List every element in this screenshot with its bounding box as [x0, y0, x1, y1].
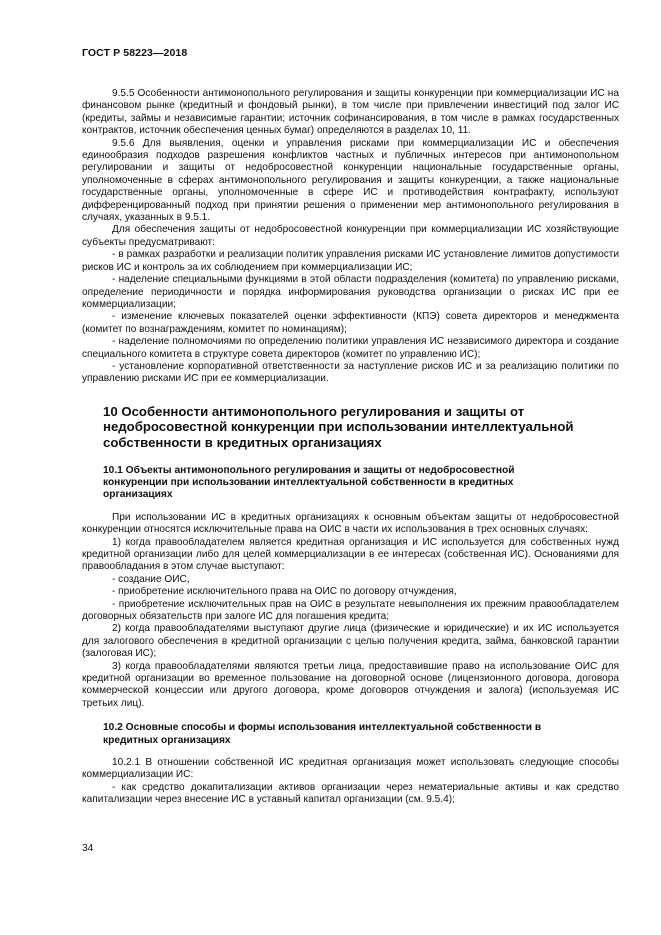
section-10-heading: 10 Особенности антимонопольного регулирования и защиты от недобросовестной конкуренции при использовании интеллектуальной собственности в кредитных организациях: [103, 403, 574, 450]
document-body: [82, 88, 619, 807]
paragraph: При использовании ИС в кредитных организациях к основным объектам защиты от недобросовестной конкуренции относятся исключительные права на ОИС в части их использования в трех основных случаях:: [82, 511, 619, 536]
list-item: - как средство докапитализации активов организации через нематериальные активы и как средство капитализации через внесение ИС в уставный капитал организации (см. 9.5.4);: [82, 781, 619, 806]
paragraph-9-5-6: 9.5.6 Для выявления, оценки и управления рисками при коммерциализации ИС и обеспечения единообразия подходов разрешения конфликтов частных и публичных интересов при антимонопольном регулировании и защиты от недобросовестной конкуренции национальные государственные органы, уполномоченные в сферах антимонопольного регулирования и защиты конкуренции, а также национальные государственные органы, уполномоченные в сфере ИС и противодействия контрафакту, используют дифференцированный подход при принятии решения о применении мер антимонопольного регулирования в случаях, указанных в 9.5.1.: [82, 137, 619, 224]
paragraph-9-5-5: 9.5.5 Особенности антимонопольного регулирования и защиты конкуренции при коммерциализации ИС на финансовом рынке (кредитный и фондовый рынки), в том числе при привлечении инвестиций под залог ИС (кредиты, займы и независимые гарантии; источник софинансирования, в том числе в рамках государственных контрактов, источник обеспечения ценных бумаг) определяются в разделах 10, 11.: [82, 88, 619, 137]
list-item: - наделение специальными функциями в этой области подразделения (комитета) по управлению рисками, определение периодичности и порядка информирования руководства организации о рисках ИС при ее коммерциализации;: [82, 274, 619, 310]
list-item: - создание ОИС,: [112, 573, 190, 585]
paragraph: 2) когда правообладателями выступают другие лица (физические и юридические) и их ИС используется для залогового обеспечения в кредитной организации с целью получения кредита, займа, банковской гарантии (залоговая ИС);: [82, 623, 619, 660]
paragraph-protection-intro: Для обеспечения защиты от недобросовестной конкуренции при коммерциализации ИС хозяйствующие субъекты предусматривают:: [82, 224, 619, 248]
section-10-1-heading: 10.1 Объекты антимонопольного регулирования и защиты от недобросовестной конкуренции при использовании интеллектуальной собственности в кредитных организациях: [103, 464, 515, 501]
list-item: - установление корпоративной ответственности за наступление рисков ИС и за реализацию политики по управлению рисками ИС при ее коммерциализации.: [82, 360, 619, 385]
page-number: 34: [82, 843, 94, 854]
paragraph: 1) когда правообладателем является кредитная организация и ИС используется для собственных нужд кредитной организации либо для целей коммерциализации в ее интересах (собственная ИС). Основаниями для правообладания в этом случае выступают:: [82, 536, 619, 573]
section-10-2-heading: 10.2 Основные способы и формы использования интеллектуальной собственности в кредитных организациях: [103, 722, 542, 746]
paragraph-10-2-1: 10.2.1 В отношении собственной ИС кредитная организация может использовать следующие способы коммерциализации ИС:: [82, 757, 619, 781]
paragraph: 3) когда правообладателями являются третьи лица, предоставившие право на использование ОИС для кредитной организации во временное пользование на договорной основе (лицензионного договора, договора коммерческой концессии или другого договора, кроме договоров отчуждения и залога) (используемая ИС третьих лиц).: [82, 660, 619, 709]
list-item: - приобретение исключительного права на ОИС по договору отчуждения,: [112, 586, 457, 598]
list-item: - в рамках разработки и реализации политик управления рисками ИС установление лимитов допустимости рисков ИС и контроль за их соблюдением при коммерциализации ИС;: [82, 249, 619, 273]
list-item: - наделение полномочиями по определению политики управления ИС независимого директора и создание специального комитета в структуре совета директоров (комитет по управлению ИС);: [82, 336, 619, 360]
list-item: - приобретение исключительных прав на ОИС в результате невыполнения их прежним правообладателем договорных обязательств при залоге ИС для погашения кредита;: [82, 598, 619, 622]
list-item: - изменение ключевых показателей оценки эффективности (КПЭ) совета директоров и менеджмента (комитет по вознаграждениям, комитет по номинациям);: [82, 311, 619, 335]
standard-header: ГОСТ Р 58223—2018: [82, 47, 188, 59]
